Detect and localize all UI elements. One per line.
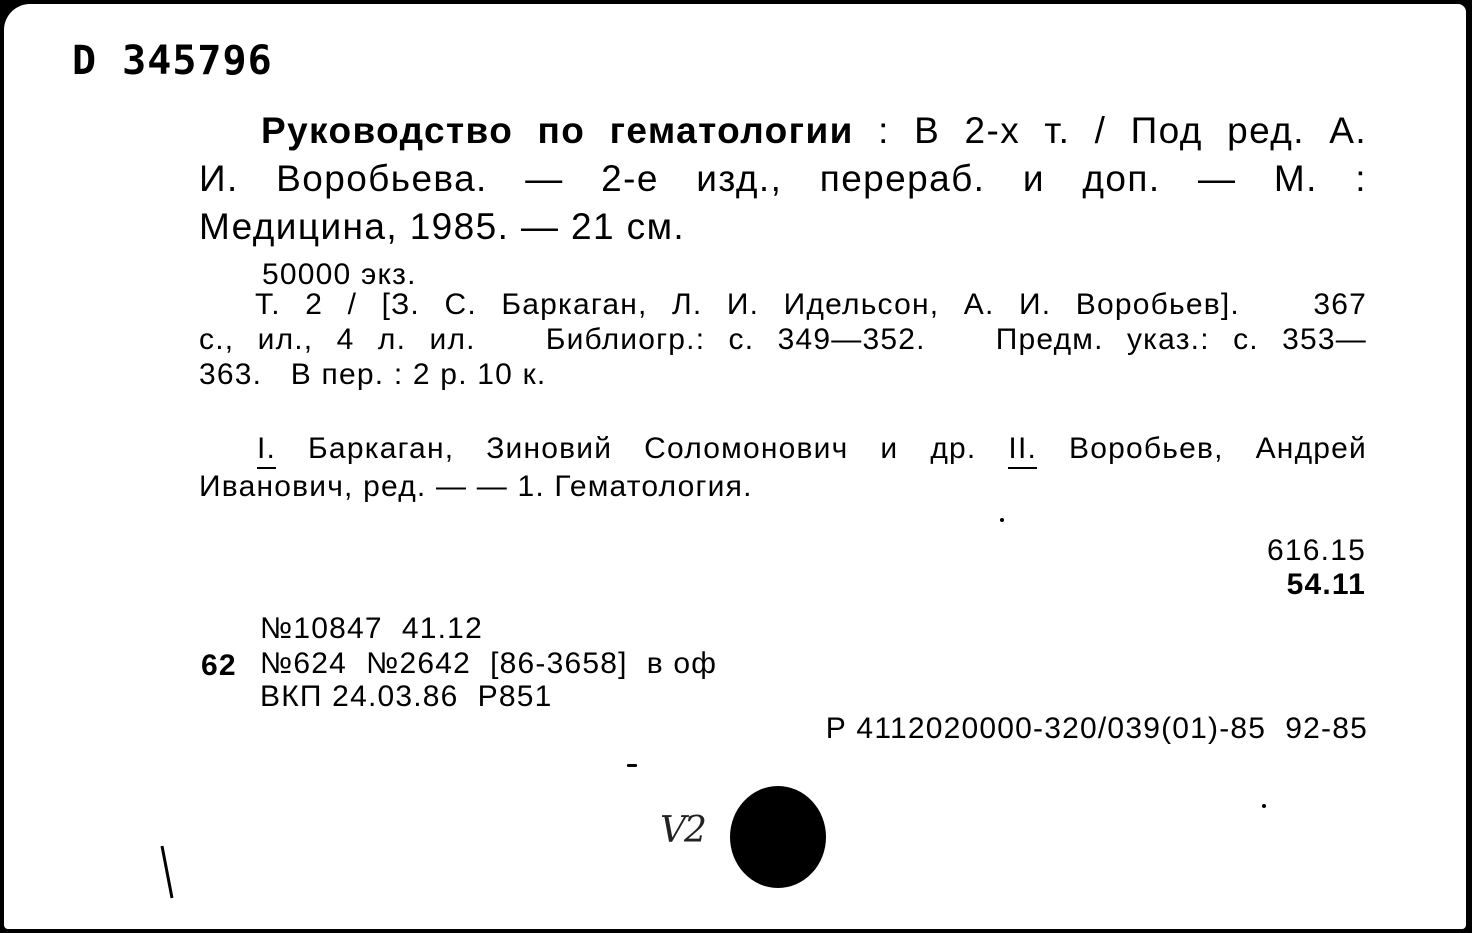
volume-line-3: 363. В пер. : 2 р. 10 к. xyxy=(199,358,547,391)
volume-line-1: Т. 2 / [З. С. Баркаган, Л. И. Идельсон, А. И. Воробьев]. 367 xyxy=(255,288,1367,321)
udc-index: 616.15 xyxy=(1267,534,1366,567)
tracings-line-1 xyxy=(199,431,1367,469)
title-bold: Руководство по гематологии xyxy=(261,110,854,151)
title-line-2: И. Воробьева. — 2-е изд., перераб. и доп. — М. : xyxy=(199,158,1367,199)
copies: 50000 экз. xyxy=(262,258,417,291)
title-block xyxy=(199,107,1367,251)
tracing-number-1: I. xyxy=(257,431,276,469)
catalog-code: Р 4112020000-320/039(01)-85 92-85 xyxy=(825,712,1368,745)
bbk-index: 54.11 xyxy=(1286,568,1366,601)
accession-line-1: №10847 41.12 xyxy=(260,612,483,645)
accession-line-3: ВКП 24.03.86 Р851 xyxy=(260,680,553,713)
tracings-block xyxy=(199,431,1367,504)
tracings-line-2: Иванович, ред. — — 1. Гематология. xyxy=(199,470,753,503)
speck-mark xyxy=(1262,804,1266,808)
volume-block xyxy=(199,287,1367,392)
catalog-card xyxy=(4,4,1466,929)
volume-line-2: с., ил., 4 л. ил. Библиогр.: с. 349—352. Предм. указ.: с. 353— xyxy=(199,323,1367,356)
speck-mark xyxy=(1000,518,1004,522)
title-line-1 xyxy=(199,107,1367,155)
tracing-number-2: II. xyxy=(1008,431,1037,469)
speck-mark xyxy=(627,764,637,767)
accession-line-2: №624 №2642 [86-3658] в оф xyxy=(260,647,718,680)
document-number: D 345796 xyxy=(72,38,273,84)
handwritten-mark: V2 xyxy=(660,810,705,851)
accession-prefix: 62 xyxy=(201,649,237,682)
tracing-text-2: Воробьев, Андрей xyxy=(1069,432,1367,465)
punch-hole xyxy=(730,786,826,888)
title-line-3: Медицина, 1985. — 21 см. xyxy=(199,206,686,247)
pencil-stroke xyxy=(154,842,194,904)
title-line-1-rest: : В 2-х т. / Под ред. А. xyxy=(878,110,1367,151)
tracing-text-1: Баркаган, Зиновий Соломонович и др. xyxy=(308,432,977,465)
